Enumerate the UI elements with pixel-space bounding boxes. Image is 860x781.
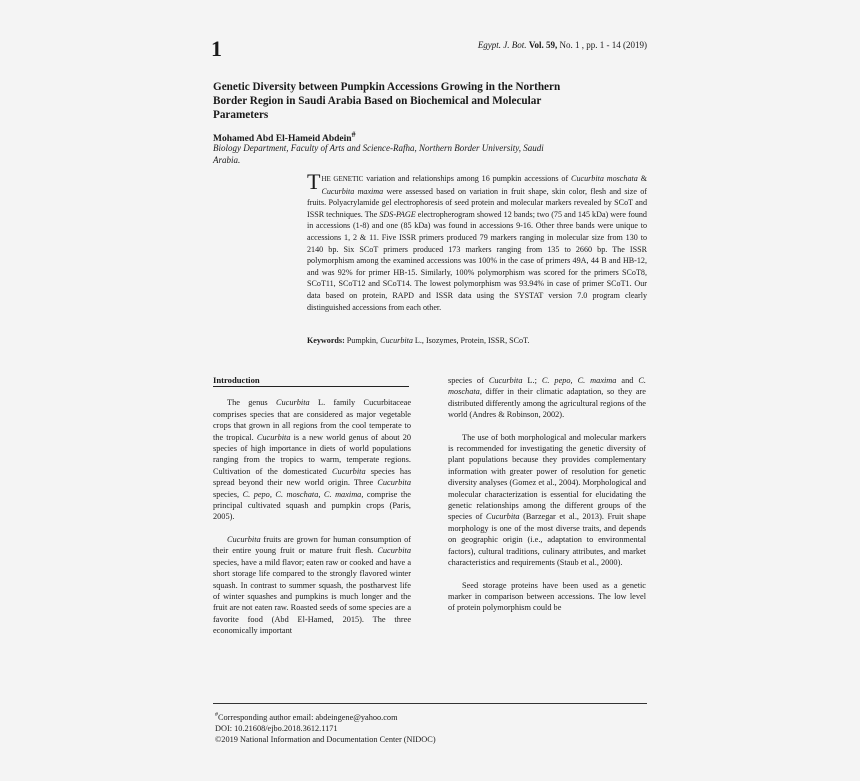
genus: Cucurbita	[377, 478, 411, 488]
genus: Cucurbita	[485, 512, 520, 522]
text: The use of both morphological and molecular markers is recommended for investigating the genetic diversity of plant populations because they provides complementary information with greater power of resolution for genetic diversity analyses (Gomez et al., 2004). Morphological and molecular characterization is essential for elucidating the genetic relationships among the different groups of the species of	[448, 432, 646, 522]
keywords-genus: Cucurbita	[380, 336, 413, 345]
journal-issue: No. 1 , pp. 1 - 14 (2019)	[559, 40, 647, 50]
abstract-dropcap: T	[307, 169, 321, 194]
species: C. pepo, C. maxima	[541, 376, 617, 385]
text: species of	[448, 376, 489, 385]
footnote-mark: #	[215, 712, 218, 718]
keywords	[307, 336, 647, 345]
paragraph	[213, 397, 411, 522]
section-heading-introduction: Introduction	[213, 375, 409, 387]
text: comprise the principal cultivated squash and pumpkin crops (Paris, 2005).	[213, 489, 411, 522]
paragraph	[448, 375, 646, 421]
paper-title: Genetic Diversity between Pumpkin Accessions Growing in the Northern Border Region in Saudi Arabia Based on Biochemical and Molecular Parameters	[213, 81, 561, 121]
abstract-species: Cucurbita maxima	[321, 186, 384, 196]
abstract-text: electropherogram showed 12 bands; two (75 and 145 kDa) were found in accessions (1-8) and one (85 kDa) was found in accessions 9-16. Other three bands were unique to accessions 1, 2 & 11. Five ISSR primers produced 79 markers ranging in molecular size from 130 to 2140 bp. Six SCoT primers produced 173 markers ranging from 135 to 2660 bp. The ISSR polymorphism among the examined accessions was 100% in the case of primers 49A, 44 B and HB-12, and was 92% for primer HB-15. Similarly, 100% polymorphism was scored for the primers SCoT8, SCoT11, SCoT12 and SCoT14. The lowest polymorphism was 93.94% in case of primer SCoT1. Our data based on protein, RAPD and ISSR data using the SYSTAT version 7.0 program clearly distinguished accessions from each other.	[307, 209, 647, 312]
footnote	[215, 710, 436, 745]
keywords-text: L., Isozymes, Protein, ISSR, SCoT.	[412, 336, 530, 345]
author-mark: #	[351, 130, 356, 139]
page-number: 1	[211, 36, 222, 61]
genus: Cucurbita	[331, 466, 366, 476]
footnote-rule	[213, 703, 647, 704]
text: species, have a mild flavor; eaten raw or cooked and have a short storage life compared to the strongly flavored winter squash. In contrast to summer squash, the postharvest life of winter squashes and pumpkins is much longer and the fruit are not eaten raw. Roasted seeds of some species are a favorite food (Abd El-Hamed, 2015). The three economically important	[213, 557, 411, 636]
keywords-text: Pumpkin,	[344, 336, 381, 345]
species: C. moschata	[448, 376, 646, 397]
genus: Cucurbita	[377, 546, 411, 556]
keywords-label: Keywords:	[307, 336, 345, 345]
genus: Cucurbita	[276, 398, 310, 408]
genus: Cucurbita	[488, 376, 523, 385]
copyright: ©2019 National Information and Documentation Center (NIDOC)	[215, 734, 436, 744]
body-column-right	[448, 375, 646, 625]
body-column-left	[213, 375, 411, 648]
text: The genus	[227, 398, 276, 408]
paragraph	[213, 534, 411, 637]
journal-citation	[478, 40, 647, 50]
abstract-text: &	[637, 174, 647, 183]
author-text: Mohamed Abd El-Hameid Abdein	[213, 134, 352, 145]
text: fruits are grown for human consumption of their entire young fruit or mature fruit flesh.	[213, 534, 411, 556]
abstract-species: Cucurbita moschata	[571, 174, 638, 183]
abstract-term: SDS-PAGE	[379, 209, 416, 219]
affiliation: Biology Department, Faculty of Arts and Science-Rafha, Northern Border University, Saudi Arabia.	[213, 143, 544, 165]
paragraph	[448, 432, 646, 569]
corresponding-author	[215, 710, 436, 723]
paragraph	[448, 580, 646, 614]
doi: DOI: 10.21608/ejbo.2018.3612.1171	[215, 723, 338, 733]
text: species,	[213, 489, 243, 499]
genus: Cucurbita	[227, 534, 261, 544]
text: L.;	[522, 376, 542, 385]
text: (Barzegar et al., 2013). Fruit shape morphology is one of the most diverse traits, and depends on geographic origin (i.e., adaptation to environmental factors), cultural traditions, culinary attributes, and market characteristics and requirements (Staub et al., 2000).	[448, 512, 646, 568]
species: C. pepo, C. moschata, C. maxima,	[242, 489, 364, 499]
abstract-text: were assessed based on variation in fruit shape, skin color, flesh and size of fruits. Polyacrylamide gel electrophoresis of seed protein and molecular markers revealed by SCoT and ISSR techniques. The	[307, 186, 647, 219]
text: is a new world genus of about 20 species of high importance in diets of world populations ranging from the tropics to warm, temperate regions. Cultivation of the domesticated	[213, 432, 411, 476]
genus: Cucurbita	[256, 432, 291, 442]
text: L. family Cucurbitaceae comprises species that are considered as major vegetable crops that grown in all regions from the cool temperate to the tropical.	[213, 398, 411, 442]
text: Seed storage proteins have been used as a genetic marker in comparison between accessions. The low level of protein polymorphism could be	[448, 580, 646, 613]
corresponding-text: Corresponding author email: abdeingene@yahoo.com	[218, 712, 398, 722]
abstract-lead: HE GENETIC	[321, 175, 364, 183]
abstract-text: variation and relationships among 16 pumpkin accessions of	[363, 174, 572, 183]
text: , differ in their climatic adaptation, so they are distributed differently among the agricultural regions of the world (Andres & Robinson, 2002).	[448, 387, 646, 420]
journal-volume: Vol. 59,	[528, 40, 558, 50]
text: species has spread beyond their new world origin. Three	[213, 466, 411, 488]
journal-name: Egypt. J. Bot.	[477, 40, 527, 50]
text: and	[616, 376, 639, 385]
abstract	[307, 169, 647, 313]
